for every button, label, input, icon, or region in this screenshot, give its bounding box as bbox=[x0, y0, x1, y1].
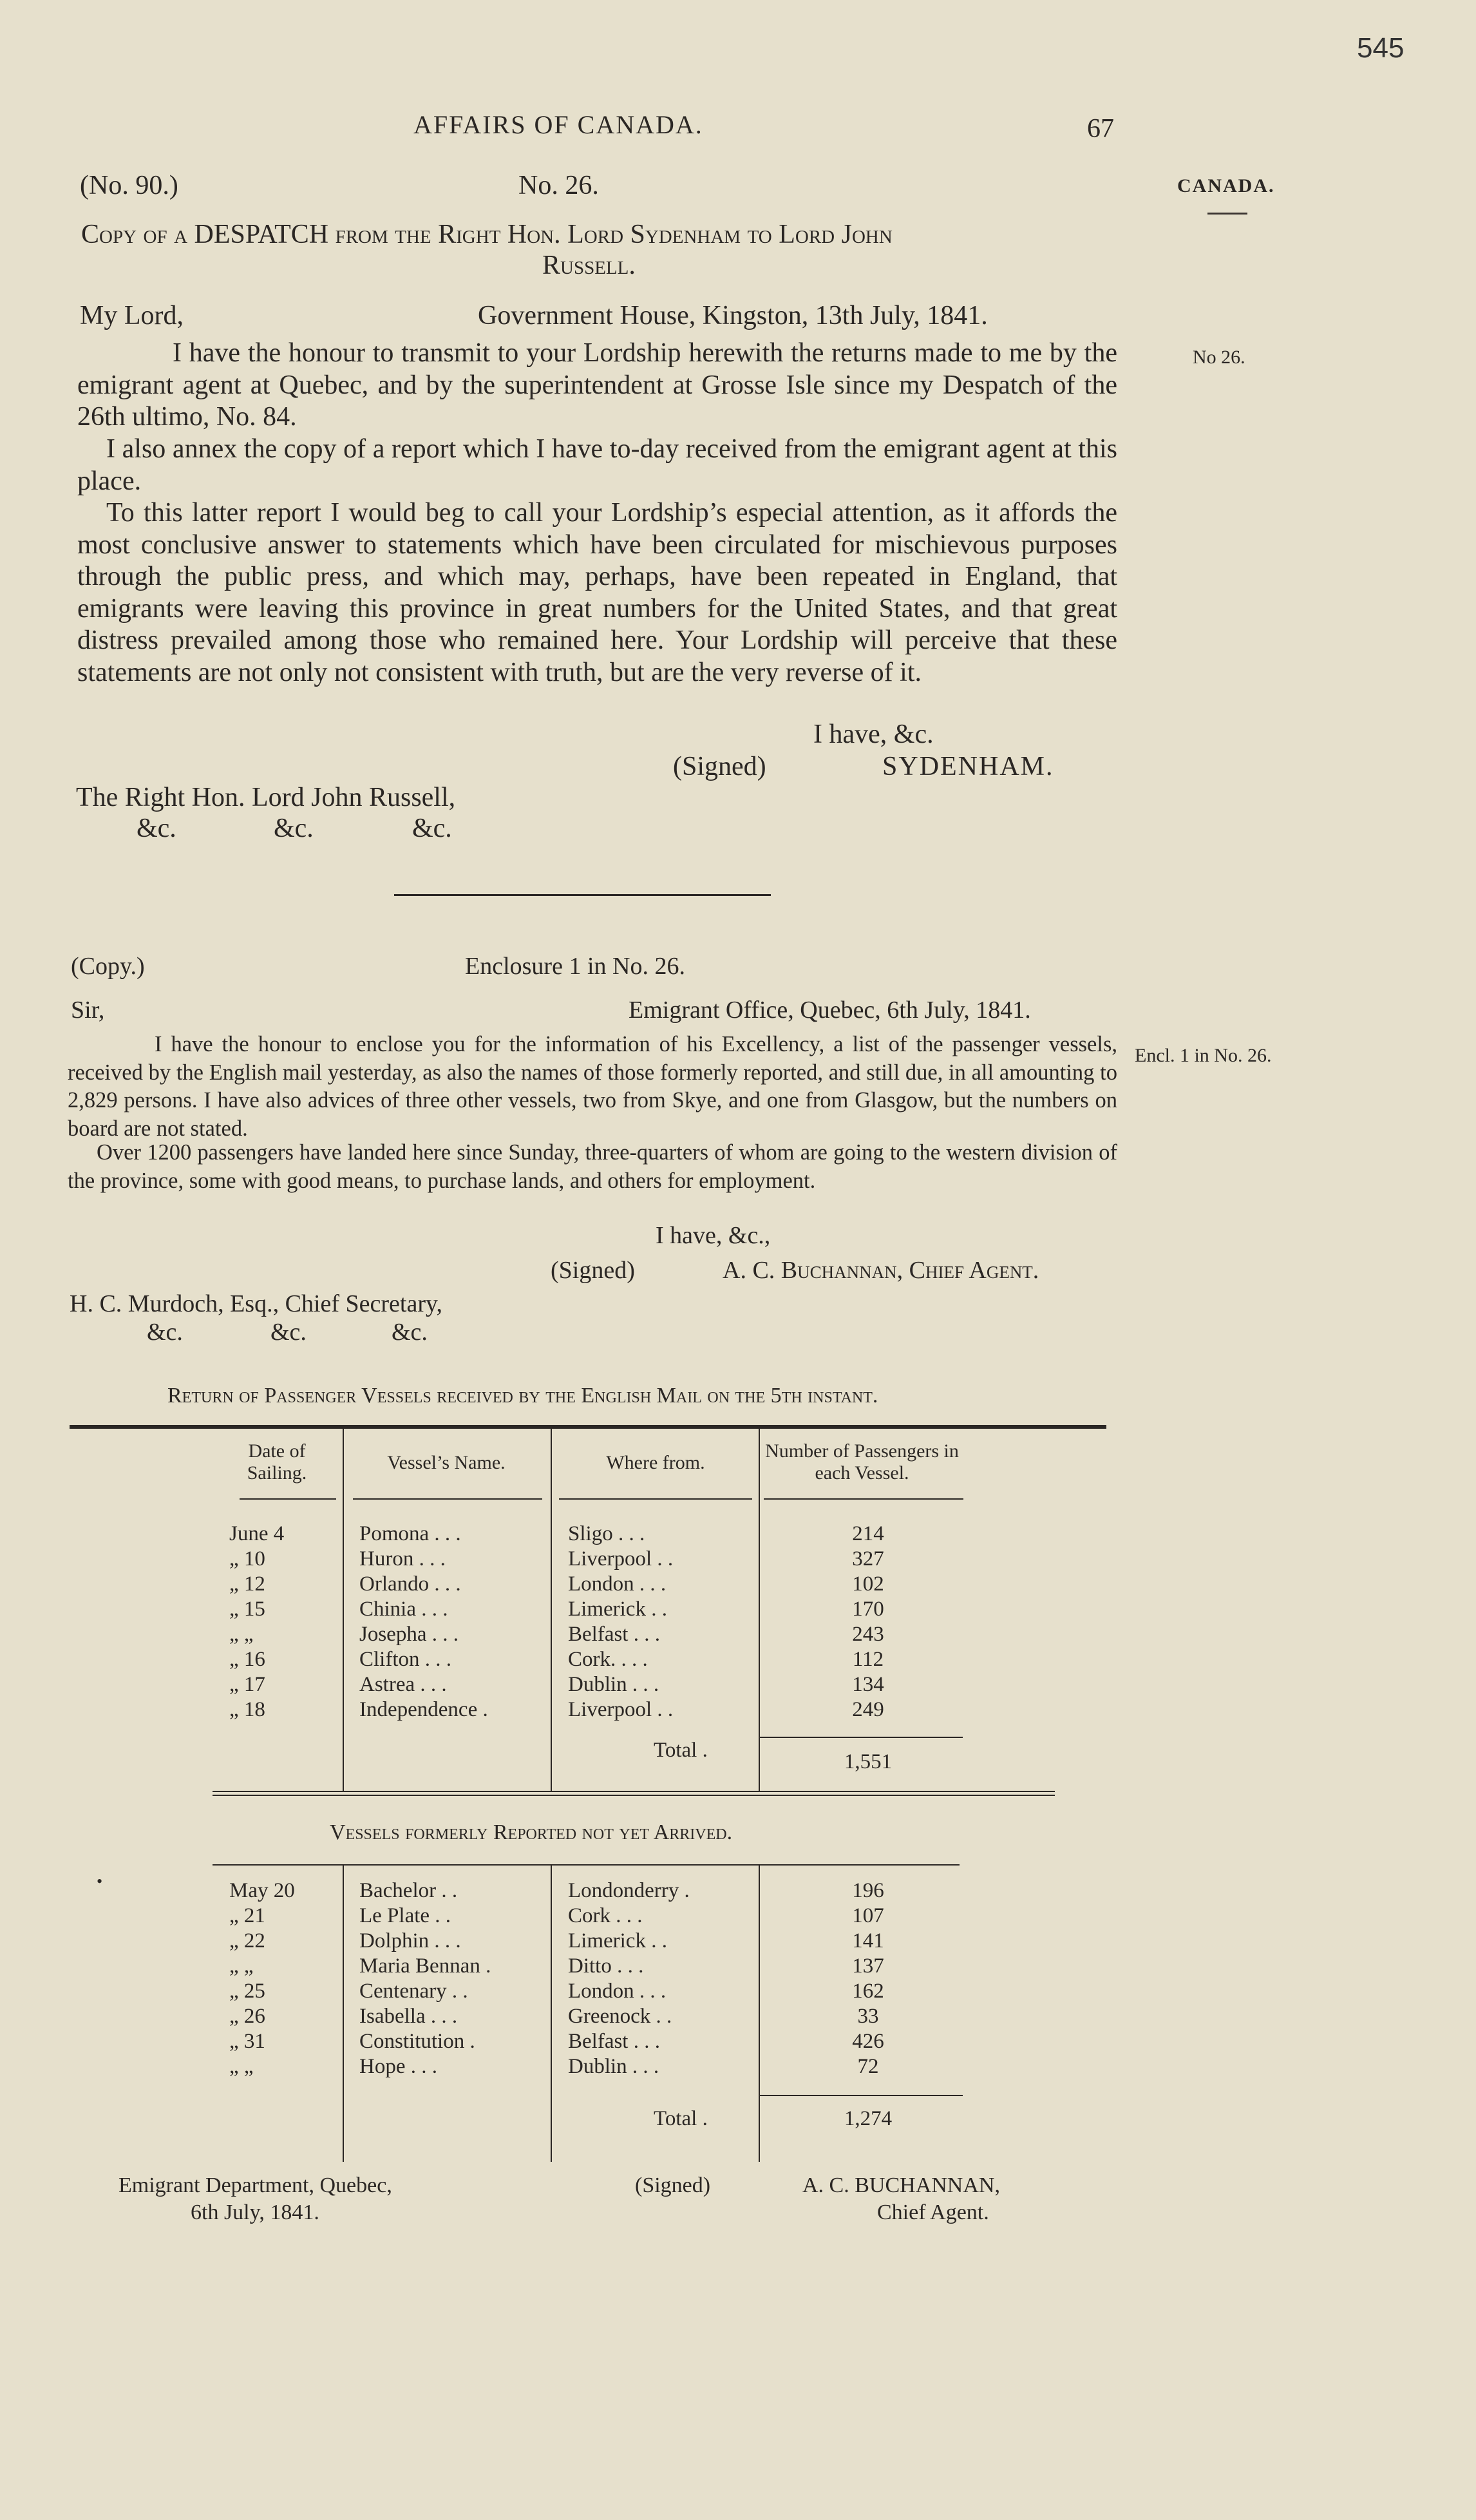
row-from: Limerick . . bbox=[568, 1598, 667, 1621]
row-from: Limerick . . bbox=[568, 1929, 667, 1952]
row-number: 243 bbox=[852, 1623, 884, 1646]
margin-marker: • bbox=[97, 1872, 103, 1891]
return-total-value: 1,551 bbox=[844, 1750, 893, 1773]
row-date: „ „ bbox=[229, 1623, 254, 1646]
row-number: 170 bbox=[852, 1598, 884, 1621]
row-from: London . . . bbox=[568, 1980, 667, 2003]
row-vessel: Isabella . . . bbox=[359, 2005, 458, 2028]
row-number: 134 bbox=[852, 1673, 884, 1696]
section-divider bbox=[394, 894, 771, 896]
doc-reference: (No. 90.) bbox=[80, 171, 178, 200]
row-vessel: Dolphin . . . bbox=[359, 1929, 461, 1952]
doc-number: No. 26. bbox=[518, 171, 599, 200]
row-number: 107 bbox=[852, 1904, 884, 1927]
footer-signatory: A. C. BUCHANNAN, bbox=[802, 2173, 1000, 2197]
despatch-title-line1: Copy of a DESPATCH from the Right Hon. Lord Sydenham to Lord John bbox=[81, 220, 893, 249]
row-vessel: Maria Bennan . bbox=[359, 1954, 491, 1978]
row-date: „ 18 bbox=[229, 1698, 265, 1721]
despatch-etc-2: &c. bbox=[274, 814, 314, 843]
row-vessel: Bachelor . . bbox=[359, 1879, 458, 1902]
row-from: Sligo . . . bbox=[568, 1522, 645, 1545]
enclosure-paragraph-1: I have the honour to enclose you for the information of his Excellency, a list of the passenger vessels, received by the English mail yesterday, as also the names of those formerly reported, and still due, in all amounting to 2,829 persons. I have also advices of three other vessels, two from Skye, and one from Glasgow, but the numbers on board are not stated. bbox=[68, 1032, 1117, 1141]
running-head: AFFAIRS OF CANADA. bbox=[413, 110, 703, 139]
row-from: Dublin . . . bbox=[568, 2055, 659, 2078]
row-from: Dublin . . . bbox=[568, 1673, 659, 1696]
footer-signed-label: (Signed) bbox=[635, 2173, 711, 2197]
row-vessel: Constitution . bbox=[359, 2030, 475, 2053]
row-date: „ 10 bbox=[229, 1547, 265, 1570]
row-date: „ 25 bbox=[229, 1980, 265, 2003]
column-divider bbox=[759, 1866, 760, 2162]
table-top-rule bbox=[70, 1425, 1106, 1429]
margin-note-no26: No 26. bbox=[1193, 347, 1245, 368]
enclosure-salutation: Sir, bbox=[71, 997, 105, 1024]
row-number: 196 bbox=[852, 1879, 884, 1902]
row-date: „ 22 bbox=[229, 1929, 265, 1952]
row-from: Ditto . . . bbox=[568, 1954, 644, 1978]
enclosure-etc-1: &c. bbox=[147, 1319, 183, 1346]
header-where-from: Where from. bbox=[606, 1452, 705, 1473]
margin-rule bbox=[1207, 213, 1247, 215]
row-number: 214 bbox=[852, 1522, 884, 1545]
row-from: Liverpool . . bbox=[568, 1698, 674, 1721]
table-rule bbox=[213, 1864, 960, 1866]
row-vessel: Huron . . . bbox=[359, 1547, 446, 1570]
enclosure-copy-label: (Copy.) bbox=[71, 953, 145, 980]
header-underline bbox=[764, 1498, 963, 1500]
row-from: Greenock . . bbox=[568, 2005, 672, 2028]
reported-table-title: Vessels formerly Reported not yet Arrived. bbox=[330, 1820, 733, 1844]
despatch-paragraph-3: To this latter report I would beg to call your Lordship’s especial attention, as it affords the most conclusive answer to statements which have been circulated for mischievous purposes through the public press, and which may, perhaps, have been repeated in England, that emigrants were leaving this province in great numbers for the United States, and that great distress prevailed among those who remained here. Your Lordship will perceive that these statements are not only not consistent with truth, but are the very reverse of it. bbox=[77, 498, 1117, 687]
row-number: 141 bbox=[852, 1929, 884, 1952]
header-passengers: Number of Passengers in each Vessel. bbox=[765, 1440, 959, 1484]
row-vessel: Independence . bbox=[359, 1698, 488, 1721]
reported-total-label: Total . bbox=[654, 2107, 708, 2130]
margin-note-enclosure: Encl. 1 in No. 26. bbox=[1135, 1045, 1272, 1066]
footer-signatory-title: Chief Agent. bbox=[877, 2200, 989, 2224]
row-date: „ „ bbox=[229, 2055, 254, 2078]
row-number: 33 bbox=[857, 2005, 879, 2028]
row-from: Belfast . . . bbox=[568, 1623, 660, 1646]
enclosure-place-date: Emigrant Office, Quebec, 6th July, 1841. bbox=[629, 997, 1031, 1024]
despatch-closing: I have, &c. bbox=[813, 720, 934, 749]
row-date: „ 15 bbox=[229, 1598, 265, 1621]
despatch-salutation: My Lord, bbox=[80, 301, 184, 330]
row-from: London . . . bbox=[568, 1572, 667, 1596]
header-vessel: Vessel’s Name. bbox=[387, 1452, 506, 1473]
row-number: 249 bbox=[852, 1698, 884, 1721]
row-number: 137 bbox=[852, 1954, 884, 1978]
row-number: 112 bbox=[852, 1648, 884, 1671]
row-date: „ „ bbox=[229, 1954, 254, 1978]
column-divider bbox=[551, 1866, 552, 2162]
total-rule bbox=[760, 1737, 963, 1738]
row-date: „ 12 bbox=[229, 1572, 265, 1596]
row-vessel: Pomona . . . bbox=[359, 1522, 461, 1545]
row-number: 162 bbox=[852, 1980, 884, 2003]
table-rule bbox=[213, 1795, 1055, 1796]
total-rule bbox=[760, 2095, 963, 2096]
row-date: „ 17 bbox=[229, 1673, 265, 1696]
enclosure-signatory: A. C. Buchannan, Chief Agent. bbox=[723, 1257, 1039, 1284]
footer-date: 6th July, 1841. bbox=[191, 2200, 319, 2224]
row-vessel: Josepha . . . bbox=[359, 1623, 459, 1646]
header-underline bbox=[240, 1498, 336, 1500]
row-from: Cork . . . bbox=[568, 1904, 643, 1927]
despatch-signed-label: (Signed) bbox=[673, 752, 766, 781]
enclosure-etc-3: &c. bbox=[392, 1319, 428, 1346]
row-from: Liverpool . . bbox=[568, 1547, 674, 1570]
despatch-signatory: SYDENHAM. bbox=[882, 752, 1054, 781]
row-number: 327 bbox=[852, 1547, 884, 1570]
despatch-etc-3: &c. bbox=[412, 814, 452, 843]
header-underline bbox=[559, 1498, 752, 1500]
row-date: May 20 bbox=[229, 1879, 295, 1902]
column-divider bbox=[343, 1429, 344, 1791]
header-date: Date of Sailing. bbox=[247, 1440, 307, 1484]
reported-total-value: 1,274 bbox=[844, 2107, 893, 2130]
margin-country-label: CANADA. bbox=[1177, 175, 1275, 196]
row-vessel: Orlando . . . bbox=[359, 1572, 461, 1596]
row-number: 426 bbox=[852, 2030, 884, 2053]
row-vessel: Astrea . . . bbox=[359, 1673, 447, 1696]
return-table-title: Return of Passenger Vessels received by the English Mail on the 5th instant. bbox=[167, 1384, 878, 1408]
footer-department: Emigrant Department, Quebec, bbox=[118, 2173, 392, 2197]
despatch-place-date: Government House, Kingston, 13th July, 1841. bbox=[478, 301, 988, 330]
despatch-paragraph-1: I have the honour to transmit to your Lordship herewith the returns made to me by the emigrant agent at Quebec, and by the superintendent at Grosse Isle since my Despatch of the 26th ultimo, No. 84. bbox=[77, 338, 1117, 432]
column-divider bbox=[343, 1866, 344, 2162]
enclosure-etc-2: &c. bbox=[270, 1319, 307, 1346]
row-from: Belfast . . . bbox=[568, 2030, 660, 2053]
table-rule bbox=[213, 1791, 1055, 1792]
header-underline bbox=[353, 1498, 542, 1500]
row-number: 72 bbox=[857, 2055, 879, 2078]
enclosure-paragraph-2: Over 1200 passengers have landed here since Sunday, three-quarters of whom are going to the western division of the province, some with good means, to purchase lands, and others for employment. bbox=[68, 1140, 1117, 1193]
enclosure-title: Enclosure 1 in No. 26. bbox=[465, 953, 685, 980]
despatch-title-line2: Russell. bbox=[542, 251, 636, 280]
row-vessel: Hope . . . bbox=[359, 2055, 437, 2078]
enclosure-closing: I have, &c., bbox=[656, 1222, 771, 1249]
row-date: „ 21 bbox=[229, 1904, 265, 1927]
row-vessel: Le Plate . . bbox=[359, 1904, 451, 1927]
row-date: „ 31 bbox=[229, 2030, 265, 2053]
page-number: 545 bbox=[1357, 32, 1405, 64]
row-date: June 4 bbox=[229, 1522, 285, 1545]
row-from: Londonderry . bbox=[568, 1879, 690, 1902]
despatch-etc-1: &c. bbox=[137, 814, 176, 843]
return-total-label: Total . bbox=[654, 1739, 708, 1762]
despatch-paragraph-2: I also annex the copy of a report which I have to-day received from the emigrant agent at this place. bbox=[77, 434, 1117, 496]
enclosure-addressee: H. C. Murdoch, Esq., Chief Secretary, bbox=[70, 1290, 443, 1317]
despatch-addressee: The Right Hon. Lord John Russell, bbox=[76, 783, 456, 812]
row-vessel: Centenary . . bbox=[359, 1980, 468, 2003]
row-vessel: Chinia . . . bbox=[359, 1598, 448, 1621]
row-date: „ 26 bbox=[229, 2005, 265, 2028]
row-date: „ 16 bbox=[229, 1648, 265, 1671]
enclosure-signed-label: (Signed) bbox=[551, 1257, 635, 1284]
header-page-number: 67 bbox=[1087, 114, 1114, 144]
row-from: Cork. . . . bbox=[568, 1648, 648, 1671]
row-number: 102 bbox=[852, 1572, 884, 1596]
row-vessel: Clifton . . . bbox=[359, 1648, 452, 1671]
column-divider bbox=[551, 1429, 552, 1791]
